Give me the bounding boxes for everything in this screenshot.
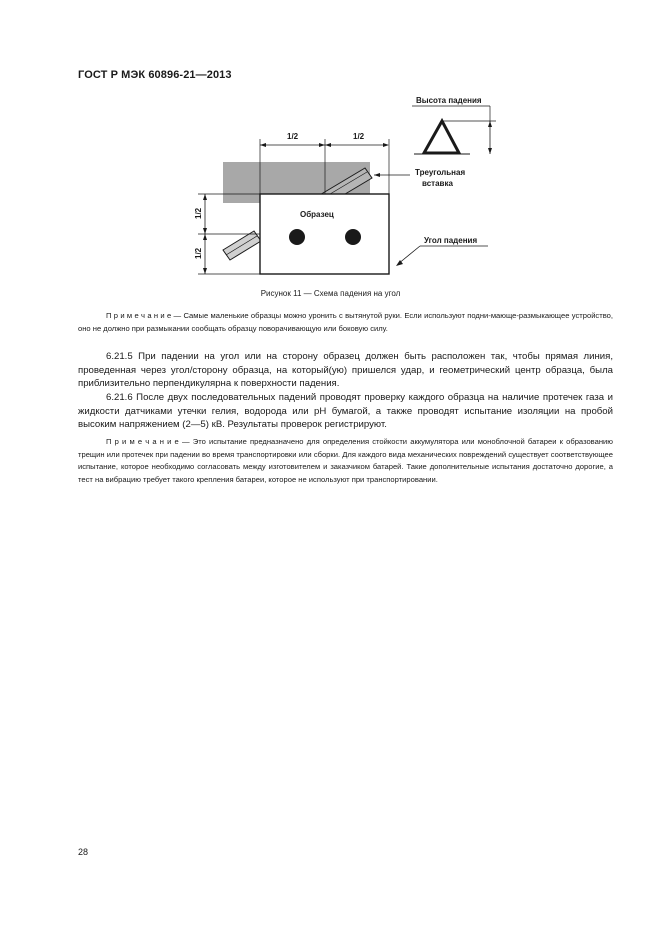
note-2-label: П р и м е ч а н и е — xyxy=(106,437,190,446)
arrow-height-bottom xyxy=(488,148,492,154)
label-triangle-insert-2: вставка xyxy=(422,179,453,188)
triangle-inset xyxy=(424,121,459,153)
arrow-left-mid-u xyxy=(203,228,207,234)
page-number: 28 xyxy=(78,847,89,857)
arrow-top-mid-l xyxy=(319,143,325,147)
note-2-text: Это испытание предназначено для определения стойкости аккумулятора или моноблочной батареи к образованию трещин или протечек при падении во время транспортировки или сборки. Для каждого вида механических повреждений существует соответствующее испытание, которое необходимо согласовать между изготовителем и заказчиком батарей. Такие дополнительные испытания достаточно дорогие, а тест на вибрацию требует такого крепления батареи, которое не используют при транспортировании. xyxy=(78,437,613,484)
arrow-left-mid-d xyxy=(203,234,207,240)
terminal-right xyxy=(345,229,361,245)
figure-caption: Рисунок 11 — Схема падения на угол xyxy=(260,289,401,298)
label-drop-height: Высота падения xyxy=(416,96,482,105)
note-2 xyxy=(78,436,613,486)
label-half-top-right: 1/2 xyxy=(353,132,365,141)
paragraph-6-21-5 xyxy=(78,350,613,391)
label-half-left-lower: 1/2 xyxy=(194,247,203,259)
note-1-text: Самые маленькие образцы можно уронить с вытянутой руки. Если используют подни-мающе-размыкающее устройство, оно не должно при размыкании сообщать образцу поворачивающую или боковую силу. xyxy=(78,311,613,333)
terminal-left xyxy=(289,229,305,245)
drop-diagram xyxy=(150,88,510,283)
label-sample: Образец xyxy=(300,210,334,219)
document-header: ГОСТ Р МЭК 60896-21—2013 xyxy=(78,69,232,81)
arrow-triangle-insert xyxy=(374,173,380,177)
arrow-top-left xyxy=(260,143,266,147)
drop-diagram-svg xyxy=(150,88,510,283)
arrow-height-top xyxy=(488,121,492,127)
note-1-label: П р и м е ч а н и е — xyxy=(106,311,182,320)
label-triangle-insert-1: Треугольная xyxy=(415,168,466,177)
note-1 xyxy=(78,310,613,335)
drop-corner-leader xyxy=(398,246,420,264)
label-half-top-left: 1/2 xyxy=(287,132,299,141)
sample-box xyxy=(260,194,389,274)
paragraph-6-21-5-text: 6.21.5 При падении на угол или на сторону образец должен быть расположен так, чтобы прямая линия, проведенная через угол/сторону образца, на который(ую) пришелся удар, и геометрический центр образца, была приблизительно перпендикулярна к поверхности падения. xyxy=(78,351,613,390)
arrow-left-top xyxy=(203,194,207,200)
label-half-left-upper: 1/2 xyxy=(194,207,203,219)
paragraph-6-21-6 xyxy=(78,391,613,432)
label-drop-corner: Угол падения xyxy=(424,236,478,245)
paragraph-6-21-6-text: 6.21.6 После двух последовательных падений проводят проверку каждого образца на наличие протечек газа и жидкости датчиками утечки гелия, водорода или pH бумагой, а также проводят испытание изоляции на пробой высоким напряжением (2—5) кВ. Результаты проверок регистрируют. xyxy=(78,392,613,431)
arrow-left-bottom xyxy=(203,268,207,274)
arrow-top-right xyxy=(383,143,389,147)
arrow-top-mid-r xyxy=(325,143,331,147)
